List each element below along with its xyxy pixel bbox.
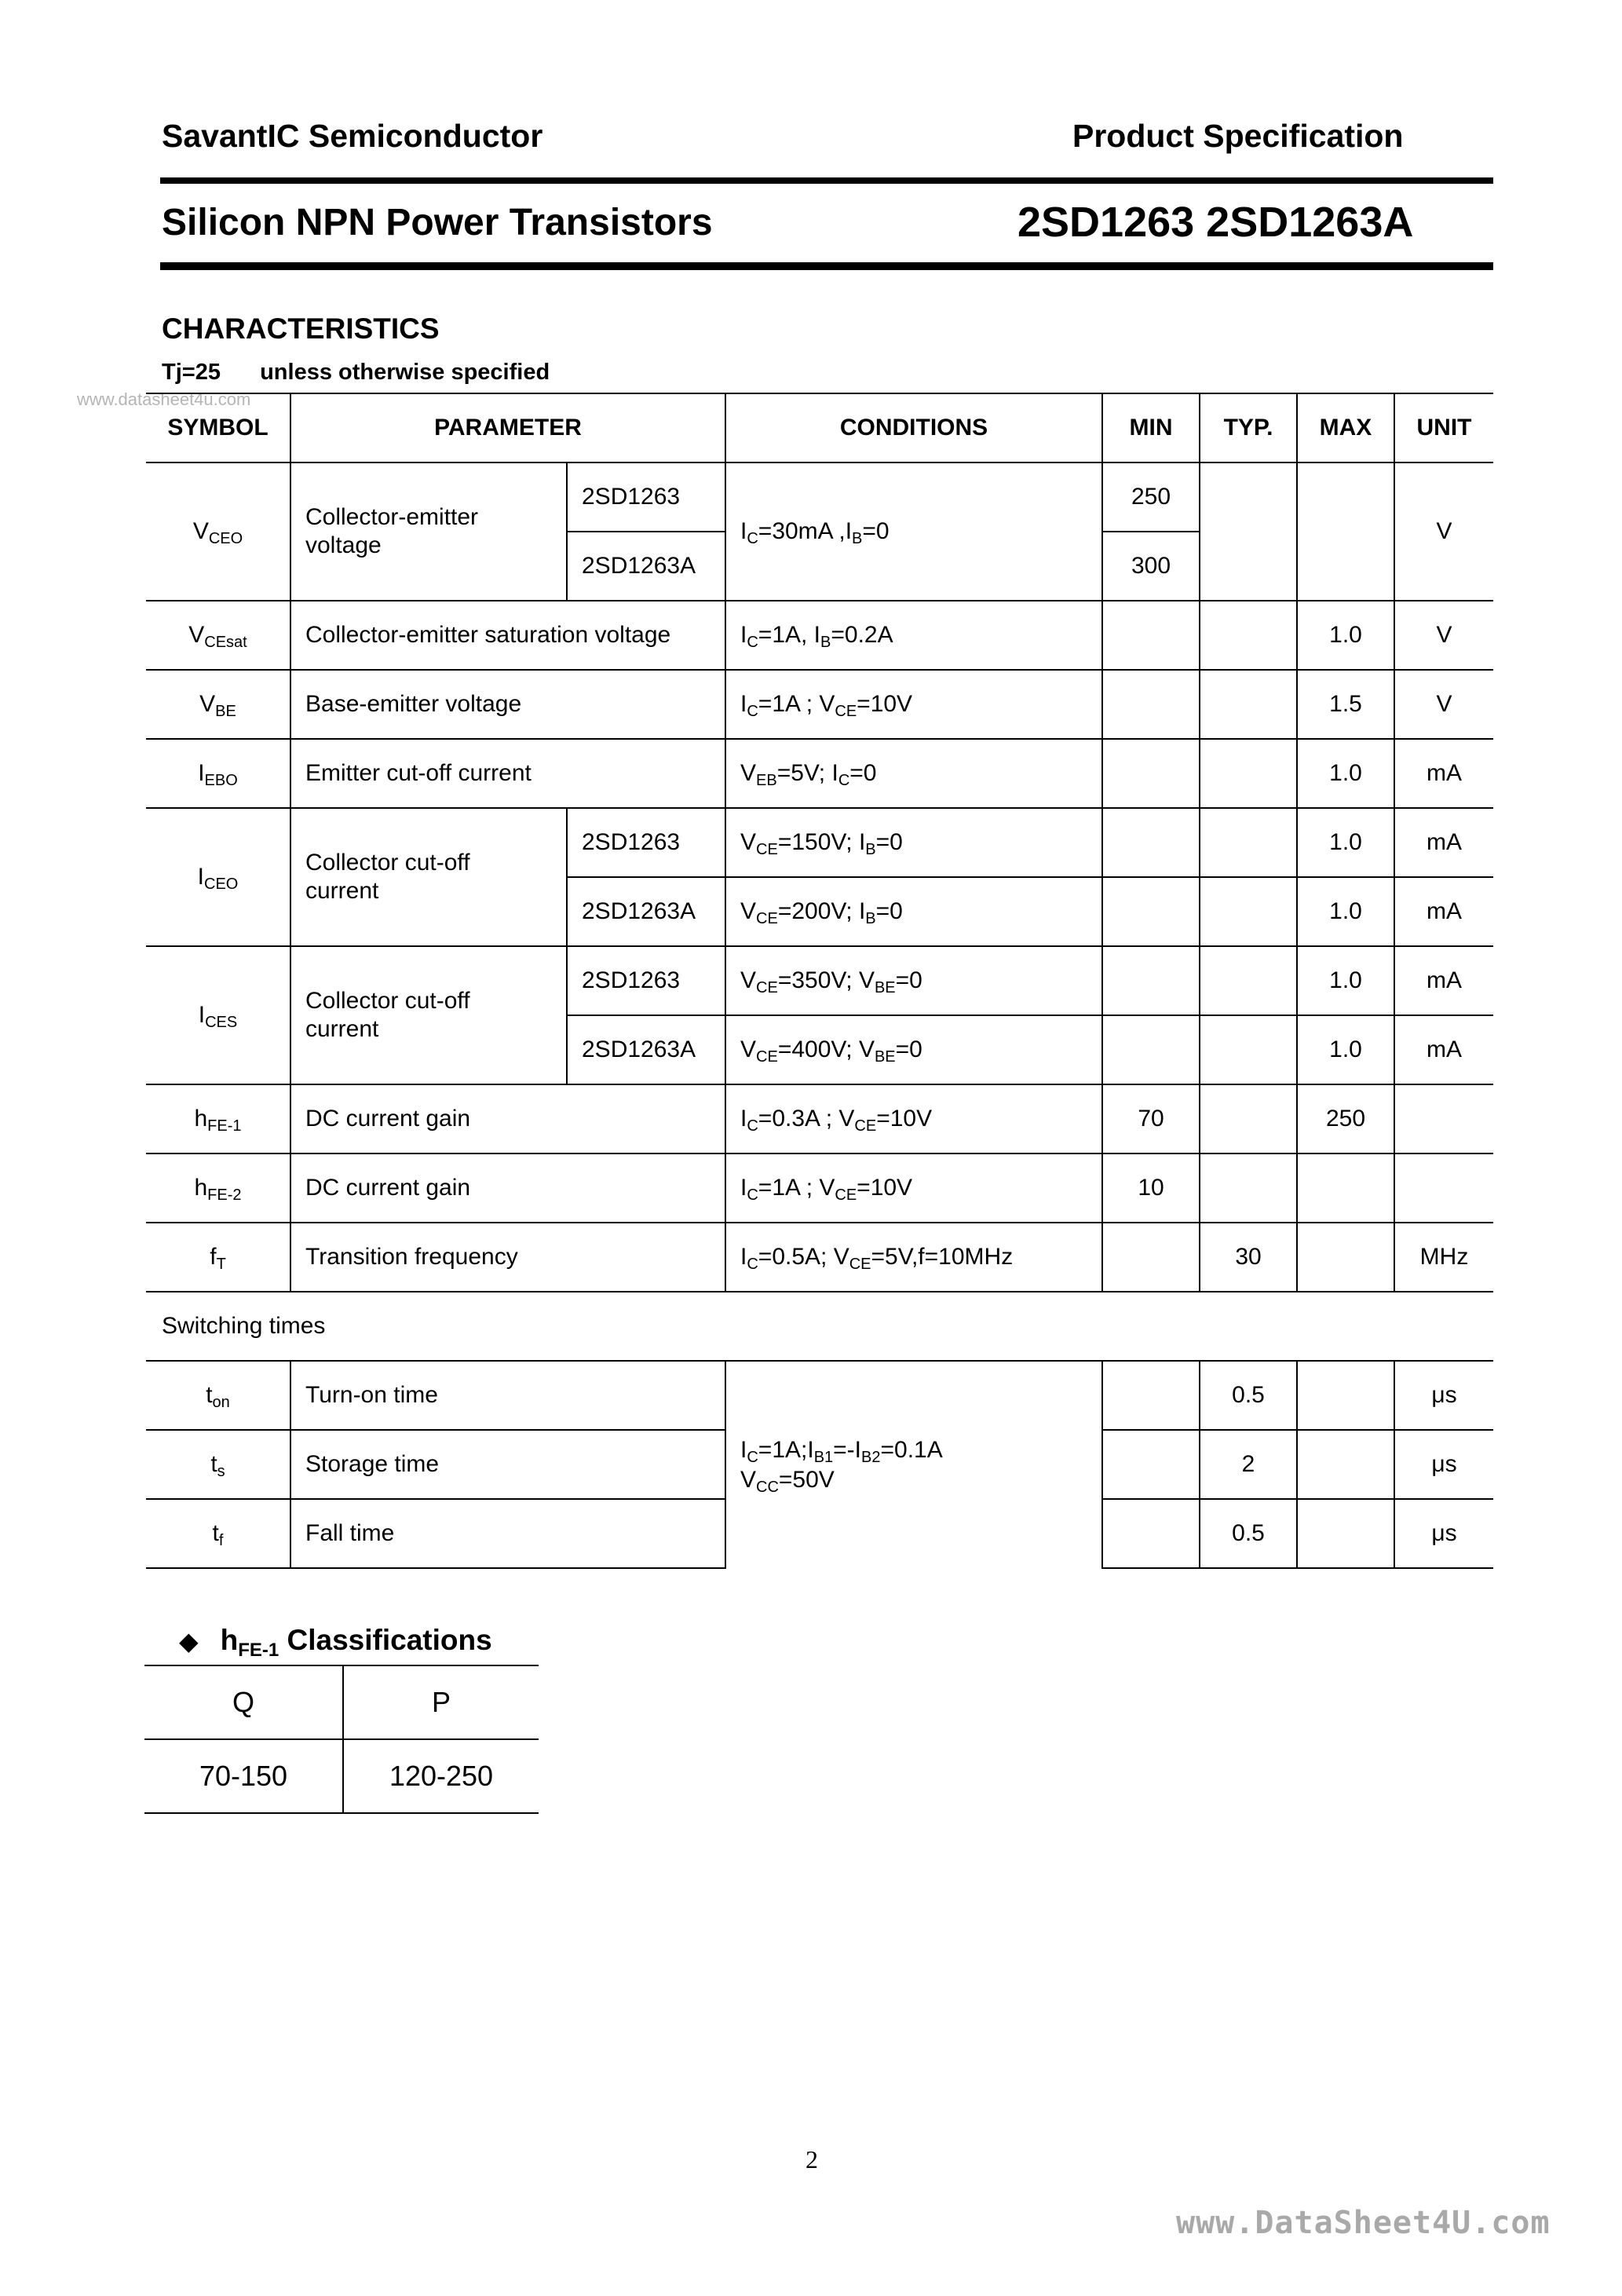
unit-cell: V [1394,601,1493,670]
parameter-cell: Collector cut-off current [290,946,567,1084]
table-row [146,601,1493,670]
symbol-cell: $V_{CEO}$ [146,462,290,601]
col-header-min: MIN [1102,393,1200,462]
switching-conditions-cell: $I_C=1A;I_{B1}=-I_{B2}=0.1A$ $V_{CC}=50V$ [725,1361,1102,1568]
max-cell [1297,462,1394,601]
col-header-max: MAX [1297,393,1394,462]
unit-cell: V [1394,462,1493,601]
max-cell [1297,1153,1394,1223]
col-header-unit: UNIT [1394,393,1493,462]
symbol-cell: $I_{CES}$ [146,946,290,1084]
conditions-cell: $V_{CE}=150V$; $I_B=0$ [725,808,1102,877]
min-cell: 250 [1102,462,1200,532]
col-header-parameter: PARAMETER [290,393,725,462]
typ-cell [1200,670,1297,739]
switching-label-row [146,1292,1493,1361]
symbol-cell: $t_f$ [146,1499,290,1568]
table-row [146,1223,1493,1292]
typ-cell [1200,946,1297,1015]
parameter-cell: Storage time [290,1430,725,1499]
max-cell [1297,1499,1394,1568]
table-row [146,946,1493,1015]
characteristics-table [146,393,1493,1569]
unit-cell: V [1394,670,1493,739]
symbol-cell: $h_{FE-1}$ [146,1084,290,1153]
variant-cell: 2SD1263A [567,877,725,946]
min-cell [1102,1361,1200,1430]
min-cell [1102,808,1200,877]
symbol-cell: $t_s$ [146,1430,290,1499]
typ-cell [1200,1015,1297,1084]
min-cell [1102,1499,1200,1568]
max-cell: 1.0 [1297,808,1394,877]
min-cell [1102,946,1200,1015]
min-cell: 70 [1102,1084,1200,1153]
min-cell [1102,739,1200,808]
company-name: SavantIC Semiconductor [162,118,543,154]
min-cell [1102,1015,1200,1084]
max-cell: 1.0 [1297,601,1394,670]
symbol-cell: $t_{on}$ [146,1361,290,1430]
unit-cell: mA [1394,946,1493,1015]
header-rule-bottom [160,262,1493,270]
parameter-cell: Collector-emitter voltage [290,462,567,601]
conditions-cell: $I_C=1A$ ; $V_{CE}=10V$ [725,670,1102,739]
unit-cell [1394,1153,1493,1223]
col-header-typ: TYP. [1200,393,1297,462]
variant-cell: 2SD1263 [567,946,725,1015]
max-cell: 1.0 [1297,739,1394,808]
table-row [146,670,1493,739]
conditions-cell: $V_{CE}=350V$; $V_{BE}=0$ [725,946,1102,1015]
unless-specified: unless otherwise specified [260,360,550,385]
parameter-cell: Fall time [290,1499,725,1568]
variant-cell: 2SD1263A [567,532,725,601]
class-header-p: P [343,1665,539,1739]
typ-cell [1200,808,1297,877]
min-cell [1102,670,1200,739]
min-cell [1102,877,1200,946]
variant-cell: 2SD1263A [567,1015,725,1084]
unit-cell: mA [1394,808,1493,877]
diamond-bullet-icon: ◆ [179,1627,199,1655]
symbol-cell: $h_{FE-2}$ [146,1153,290,1223]
variant-cell: 2SD1263 [567,808,725,877]
classifications-table [144,1665,539,1814]
parameter-cell: Emitter cut-off current [290,739,725,808]
unit-cell: μs [1394,1499,1493,1568]
table-row [146,739,1493,808]
conditions-cell: $V_{CE}=400V$; $V_{BE}=0$ [725,1015,1102,1084]
unit-cell [1394,1084,1493,1153]
classifications-title: ◆ $h_{FE-1}$ Classifications [179,1624,492,1661]
min-cell: 10 [1102,1153,1200,1223]
parameter-cell: Turn-on time [290,1361,725,1430]
max-cell: 1.0 [1297,1015,1394,1084]
table-row [144,1739,539,1813]
temp-condition: Tj=25 [162,360,221,385]
max-cell [1297,1361,1394,1430]
typ-cell [1200,462,1297,601]
unit-cell: μs [1394,1430,1493,1499]
max-cell: 1.0 [1297,877,1394,946]
table-header-row [146,393,1493,462]
table-row [146,808,1493,877]
page-number: 2 [806,2145,818,2174]
unit-cell: MHz [1394,1223,1493,1292]
conditions-cell: $I_C=0.3A$ ; $V_{CE}=10V$ [725,1084,1102,1153]
unit-cell: mA [1394,739,1493,808]
min-cell [1102,601,1200,670]
min-cell [1102,1223,1200,1292]
typ-cell: 0.5 [1200,1499,1297,1568]
min-cell: 300 [1102,532,1200,601]
conditions-cell: $I_C=0.5A$; $V_{CE}=5V,f=10MHz$ [725,1223,1102,1292]
part-numbers: 2SD1263 2SD1263A [1017,199,1414,246]
typ-cell [1200,1084,1297,1153]
class-header-q: Q [144,1665,343,1739]
section-conditions [162,360,550,386]
header-rule-top [160,177,1493,184]
class-value-q: 70-150 [144,1739,343,1813]
table-row [146,1361,1493,1430]
parameter-cell: Collector cut-off current [290,808,567,946]
symbol-cell: $I_{EBO}$ [146,739,290,808]
parameter-cell: Transition frequency [290,1223,725,1292]
typ-cell [1200,739,1297,808]
col-header-conditions: CONDITIONS [725,393,1102,462]
conditions-cell: $I_C=1A$, $I_B=0.2A$ [725,601,1102,670]
max-cell: 250 [1297,1084,1394,1153]
doc-type: Product Specification [1072,118,1404,154]
max-cell [1297,1223,1394,1292]
symbol-cell: $V_{BE}$ [146,670,290,739]
parameter-cell: Collector-emitter saturation voltage [290,601,725,670]
unit-cell: mA [1394,877,1493,946]
watermark-footer: www.DataSheet4U.com [1176,2205,1551,2241]
max-cell [1297,1430,1394,1499]
product-line: Silicon NPN Power Transistors [162,202,713,243]
symbol-cell: $I_{CEO}$ [146,808,290,946]
parameter-cell: DC current gain [290,1084,725,1153]
typ-cell: 30 [1200,1223,1297,1292]
conditions-cell: $V_{EB}=5V$; $I_C=0$ [725,739,1102,808]
typ-cell [1200,877,1297,946]
parameter-cell: Base-emitter voltage [290,670,725,739]
symbol-cell: $f_T$ [146,1223,290,1292]
unit-cell: mA [1394,1015,1493,1084]
col-header-symbol: SYMBOL [146,393,290,462]
unit-cell: μs [1394,1361,1493,1430]
variant-cell: 2SD1263 [567,462,725,532]
table-row [146,1153,1493,1223]
conditions-cell: $V_{CE}=200V$; $I_B=0$ [725,877,1102,946]
class-value-p: 120-250 [343,1739,539,1813]
typ-cell [1200,601,1297,670]
symbol-cell: $V_{CEsat}$ [146,601,290,670]
max-cell: 1.0 [1297,946,1394,1015]
typ-cell [1200,1153,1297,1223]
table-row [144,1665,539,1739]
section-title: CHARACTERISTICS [162,313,440,345]
conditions-cell: $I_C=1A$ ; $V_{CE}=10V$ [725,1153,1102,1223]
table-row [146,1084,1493,1153]
table-row [146,462,1493,532]
parameter-cell: DC current gain [290,1153,725,1223]
switching-times-label: Switching times [146,1292,1493,1361]
conditions-cell: $I_C=30mA$ $,I_B=0$ [725,462,1102,601]
watermark-small: www.datasheet4u.com [77,389,251,409]
min-cell [1102,1430,1200,1499]
typ-cell: 2 [1200,1430,1297,1499]
max-cell: 1.5 [1297,670,1394,739]
typ-cell: 0.5 [1200,1361,1297,1430]
